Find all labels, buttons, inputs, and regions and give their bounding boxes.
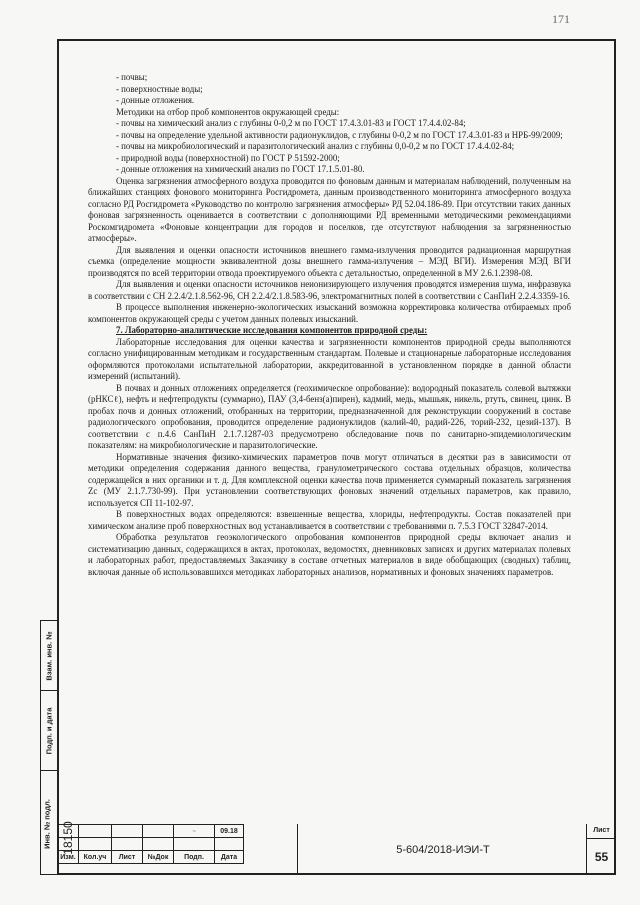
- title-block: [57, 824, 616, 875]
- document-code: 5-604/2018-ИЭИ-Т: [297, 824, 588, 875]
- sheet-label: Лист: [587, 824, 616, 839]
- paragraph: - донные отложения на химический анализ по ГОСТ 17.1.5.01-80.: [116, 164, 365, 174]
- sheet-box: [586, 824, 616, 875]
- paragraph: Для выявления и оценки опасности источников неионизирующего излучения проводятся измерения шума, инфразвука в соответствии с СН 2.2.4/2.1.8.562-96, СН 2.2.4/2.1.8.583-96, электромагнитных полей в соответствии с СанПиН 2.2.4.3359-16.: [88, 279, 571, 301]
- paragraph: Оценка загрязнения атмосферного воздуха проводится по фоновым данным и материалам наблюдений, полученным на ближайших станциях фонового мониторинга Росгидромета, данным производственного мониторинга атмосферного воздуха согласно РД Росгидромета «Руководство по контролю загрязнения атмосферы» РД 52.04.186-89. При отсутствии таких данных фоновая загрязненность оценивается в соответствии с дополняющими РД временными методическими рекомендациями Роскомгидромета «Фоновые концентрации для городов и поселков, где отсутствуют наблюдения за загрязненностью атмосферы».: [88, 175, 571, 243]
- revision-table: [57, 824, 244, 864]
- paragraph: - почвы на химический анализ с глубины 0-0,2 м по ГОСТ 17.4.3.01-83 и ГОСТ 17.4.4.02-84;: [116, 118, 466, 128]
- revision-header-cell: Дата: [215, 851, 244, 864]
- document-body: [88, 72, 571, 578]
- archive-page-number: 171: [552, 12, 570, 26]
- side-label-podp: Подп. и дата: [44, 707, 54, 754]
- revision-header-cell: Изм.: [58, 851, 79, 864]
- revision-header-cell: Лист: [112, 851, 143, 864]
- paragraph: В поверхностных водах определяются: взвешенные вещества, хлориды, нефтепродукты. Состав показателей при химическом анализе проб поверхностных вод устанавливается в соответствии с требованиями п. 7.5.3 ГОСТ 32847-2014.: [88, 509, 571, 531]
- side-label-inv: Инв. № подл.: [42, 798, 52, 849]
- side-stamp: [40, 620, 57, 875]
- paragraph: - природной воды (поверхностной) по ГОСТ Р 51592-2000;: [116, 152, 340, 163]
- paragraph: - поверхностные воды;: [116, 83, 203, 94]
- paragraph: Методики на отбор проб компонентов окружающей среды:: [116, 106, 340, 117]
- side-cell-inv: [41, 771, 57, 876]
- section-heading: 7. Лабораторно-аналитические исследования компонентов природной среды:: [116, 325, 428, 335]
- paragraph: Лабораторные исследования для оценки качества и загрязненности компонентов природной среды выполняются согласно унифицированным методикам и государственным стандартам. Полевые и стационарные лабораторные исследования оформляются протоколами испытательной лаборатории, аккредитованной в установленном порядке в данной области измерений (испытаний).: [88, 336, 571, 381]
- stamp-date: 09.18: [215, 825, 244, 838]
- revision-header-cell: №Док: [143, 851, 174, 864]
- paragraph: Для выявления и оценки опасности источников внешнего гамма-излучения проводится радиационная маршрутная съемка (определение мощности эквивалентной дозы внешнего гамма-излучения – МЭД ВГИ). Измерения МЭД ВГИ производятся по всей территории отвода проектируемого объекта с детальностью, определенной в МУ 2.6.1.2398-08.: [88, 244, 571, 278]
- revision-header-cell: Подп.: [174, 851, 215, 864]
- paragraph: В процессе выполнения инженерно-экологических изысканий возможна корректировка количества отбираемых проб компонентов окружающей среды с учетом данных полевых изысканий.: [88, 302, 571, 324]
- revision-header-cell: Кол.уч: [79, 851, 112, 864]
- side-label-vzam: Взам. инв. №: [44, 630, 54, 681]
- paragraph: Обработка результатов геоэкологического опробования компонентов природной среды включает анализ и систематизацию данных, содержащихся в актах, протоколах, ведомостях, дневниковых записях и других материалах полевых и лабораторных работ, предоставляемых Заказчику в составе отчетных материалов в виде обобщающих (сводных) таблиц, включая данные об использовавшихся методиках лабораторных анализов, нормативных и фоновых значениях параметров.: [88, 532, 571, 577]
- signature-mark: ~: [192, 828, 196, 835]
- paragraph: - донные отложения.: [116, 95, 195, 105]
- paragraph: - почвы на определение удельной активности радионуклидов, с глубины 0-0,2 м по ГОСТ 17.4.3.01-83 и НРБ-99/2009;: [116, 129, 563, 140]
- paragraph: - почвы на микробиологический и паразитологический анализ с глубины 0,0-0,2 м по ГОСТ 17.4.4.02-84;: [116, 141, 515, 151]
- side-cell-vzam: [41, 621, 57, 691]
- paragraph: В почвах и донных отложениях определяется (геохимическое опробование): водородный показатель солевой вытяжки (рНКСℓ), нефть и нефтепродукты (суммарно), ПАУ (3,4-бенз(а)пирен), кадмий, медь, мышьяк, никель, ртуть, свинец, цинк. В пробах почв и донных отложений, отобранных на территории, предназначенной для реконструкции сооружений в составе радиологического опробования, проводится определение радионуклидов (калий-40, радий-226, торий-232, цезий-137). В соответствии с п.4.6 СанПиН 2.1.7.1287-03 предусмотрено обследование почв по санитарно-эпидемиологическим показателям: на микробиологические и паразитологические.: [88, 382, 571, 450]
- side-cell-podp: [41, 691, 57, 771]
- sheet-number: 55: [594, 850, 609, 864]
- inv-number: 18150: [61, 820, 75, 855]
- paragraph: Нормативные значения физико-химических параметров почв могут отличаться в десятки раз в зависимости от методики определения содержания данного вещества, гранулометрического состава отдельных образцов, количества содержащейся в них органики и т. д. Для комплексной оценки качества почв применяется суммарный показатель загрязнения Zc (МУ 2.1.7.730-99). При установлении соответствующих фоновых значений отдельных параметров, как правило, используется СП 11-102-97.: [88, 451, 571, 508]
- paragraph: - почвы;: [116, 72, 148, 82]
- revision-header-row: [58, 851, 244, 864]
